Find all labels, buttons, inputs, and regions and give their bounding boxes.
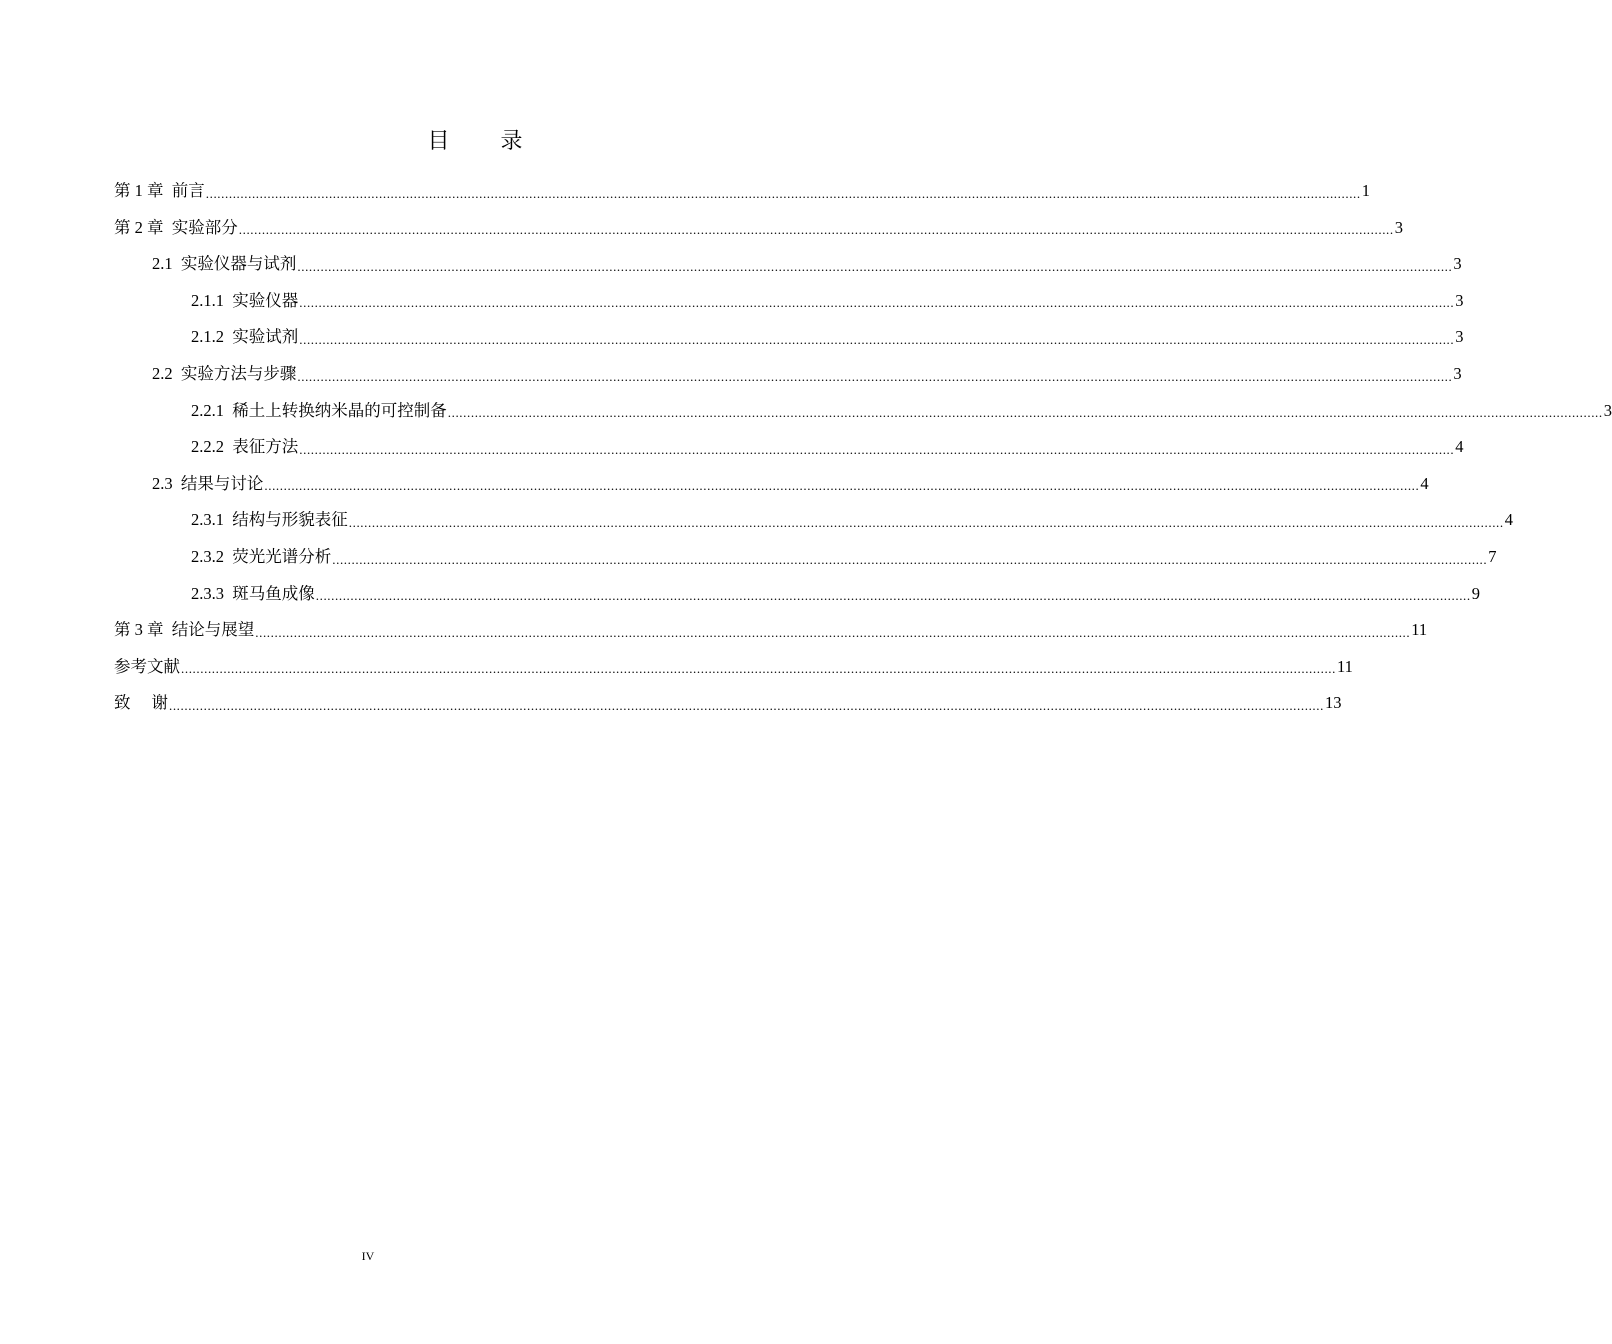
toc-entry-page: 4 bbox=[1420, 473, 1429, 493]
toc-entry-title: 实验试剂 bbox=[232, 327, 299, 347]
toc-entry-title: 实验方法与步骤 bbox=[180, 364, 297, 384]
toc-entry[interactable] bbox=[114, 611, 1428, 648]
toc-entry-title: 参考文献 bbox=[114, 656, 180, 676]
toc-entry-number: 2.2.2 bbox=[191, 437, 233, 457]
toc-entry-page: 4 bbox=[1504, 510, 1513, 530]
toc-dot-leader: ............................................................................................................................................................................................................................................................................................................ bbox=[299, 331, 1455, 347]
toc-entry-number: 2.3.3 bbox=[191, 583, 233, 603]
toc-entry[interactable] bbox=[114, 172, 1370, 209]
toc-entry-number: 第 1 章 bbox=[114, 181, 172, 201]
toc-entry-page: 3 bbox=[1453, 254, 1462, 274]
toc-entry-number: 2.1.2 bbox=[191, 327, 233, 347]
toc-entry[interactable] bbox=[114, 245, 1462, 282]
toc-entry-number: 第 2 章 bbox=[114, 217, 172, 237]
toc-entry-page: 11 bbox=[1411, 620, 1428, 640]
toc-dot-leader: ............................................................................................................................................................................................................................................................................................................ bbox=[238, 222, 1394, 238]
toc-dot-leader: ............................................................................................................................................................................................................................................................................................................ bbox=[299, 295, 1455, 311]
toc-entry[interactable] bbox=[114, 648, 1353, 685]
toc-entry[interactable] bbox=[114, 392, 1612, 429]
toc-entry-number: 2.2.1 bbox=[191, 400, 233, 420]
toc-entry-title: 实验仪器与试剂 bbox=[180, 254, 297, 274]
page-number: IV bbox=[361, 1249, 375, 1263]
toc-entry-title: 荧光光谱分析 bbox=[232, 547, 332, 567]
toc-entry[interactable] bbox=[114, 501, 1513, 538]
toc-entry-title: 结论与展望 bbox=[171, 620, 255, 640]
toc-entry[interactable] bbox=[114, 282, 1464, 319]
toc-entry-title: 结构与形貌表征 bbox=[232, 510, 348, 530]
page-title: 目 录 bbox=[427, 129, 545, 154]
toc-entry-page: 3 bbox=[1603, 400, 1612, 420]
toc-entry-title: 实验仪器 bbox=[232, 290, 299, 310]
toc-entry-page: 3 bbox=[1394, 217, 1403, 237]
toc-entry-title: 致 谢 bbox=[114, 693, 168, 713]
toc-entry-page: 3 bbox=[1453, 364, 1462, 384]
toc-entry-page: 9 bbox=[1471, 583, 1480, 603]
toc-dot-leader: ............................................................................................................................................................................................................................................................................................................ bbox=[348, 514, 1504, 530]
toc-dot-leader: ............................................................................................................................................................................................................................................................................................................ bbox=[297, 258, 1453, 274]
toc-entry-number: 2.2 bbox=[152, 364, 181, 384]
toc-entry-number: 2.1 bbox=[152, 254, 181, 274]
toc-entry-number: 2.3 bbox=[152, 473, 181, 493]
toc-entry-page: 4 bbox=[1455, 437, 1464, 457]
toc-entry[interactable] bbox=[114, 538, 1497, 575]
toc-entry[interactable] bbox=[114, 355, 1462, 392]
toc-entry-page: 1 bbox=[1361, 181, 1370, 201]
toc-dot-leader: ............................................................................................................................................................................................................................................................................................................ bbox=[332, 551, 1488, 567]
toc-dot-leader: ............................................................................................................................................................................................................................................................................................................ bbox=[255, 624, 1411, 640]
toc-entry[interactable] bbox=[114, 465, 1429, 502]
toc-dot-leader: ............................................................................................................................................................................................................................................................................................................ bbox=[299, 441, 1455, 457]
toc-entry[interactable] bbox=[114, 575, 1480, 612]
toc-entry[interactable] bbox=[114, 428, 1464, 465]
toc-entry-number: 第 3 章 bbox=[114, 620, 172, 640]
toc-entry-page: 3 bbox=[1455, 290, 1464, 310]
toc-entry-title: 结果与讨论 bbox=[180, 473, 264, 493]
toc-entry-page: 3 bbox=[1455, 327, 1464, 347]
table-of-contents bbox=[114, 172, 1612, 721]
toc-entry-title: 表征方法 bbox=[232, 437, 299, 457]
toc-dot-leader: ............................................................................................................................................................................................................................................................................................................ bbox=[297, 368, 1453, 384]
toc-dot-leader: ............................................................................................................................................................................................................................................................................................................ bbox=[168, 697, 1324, 713]
toc-dot-leader: ............................................................................................................................................................................................................................................................................................................ bbox=[447, 405, 1603, 421]
toc-dot-leader: ............................................................................................................................................................................................................................................................................................................ bbox=[205, 185, 1361, 201]
toc-dot-leader: ............................................................................................................................................................................................................................................................................................................ bbox=[315, 588, 1471, 604]
toc-entry[interactable] bbox=[114, 318, 1464, 355]
toc-entry[interactable] bbox=[114, 684, 1342, 721]
toc-entry-title: 前言 bbox=[171, 181, 205, 201]
toc-dot-leader: ............................................................................................................................................................................................................................................................................................................ bbox=[181, 661, 1336, 677]
toc-entry-title: 斑马鱼成像 bbox=[232, 583, 315, 603]
toc-entry-page: 13 bbox=[1324, 693, 1342, 713]
toc-entry-title: 稀土上转换纳米晶的可控制备 bbox=[232, 400, 447, 420]
toc-entry[interactable] bbox=[114, 209, 1403, 246]
toc-entry-page: 7 bbox=[1488, 547, 1497, 567]
toc-entry-page: 11 bbox=[1337, 656, 1353, 676]
toc-dot-leader: ............................................................................................................................................................................................................................................................................................................ bbox=[264, 478, 1420, 494]
toc-entry-number: 2.3.1 bbox=[191, 510, 233, 530]
toc-entry-number: 2.1.1 bbox=[191, 290, 233, 310]
toc-entry-number: 2.3.2 bbox=[191, 547, 233, 567]
toc-entry-title: 实验部分 bbox=[171, 217, 238, 237]
